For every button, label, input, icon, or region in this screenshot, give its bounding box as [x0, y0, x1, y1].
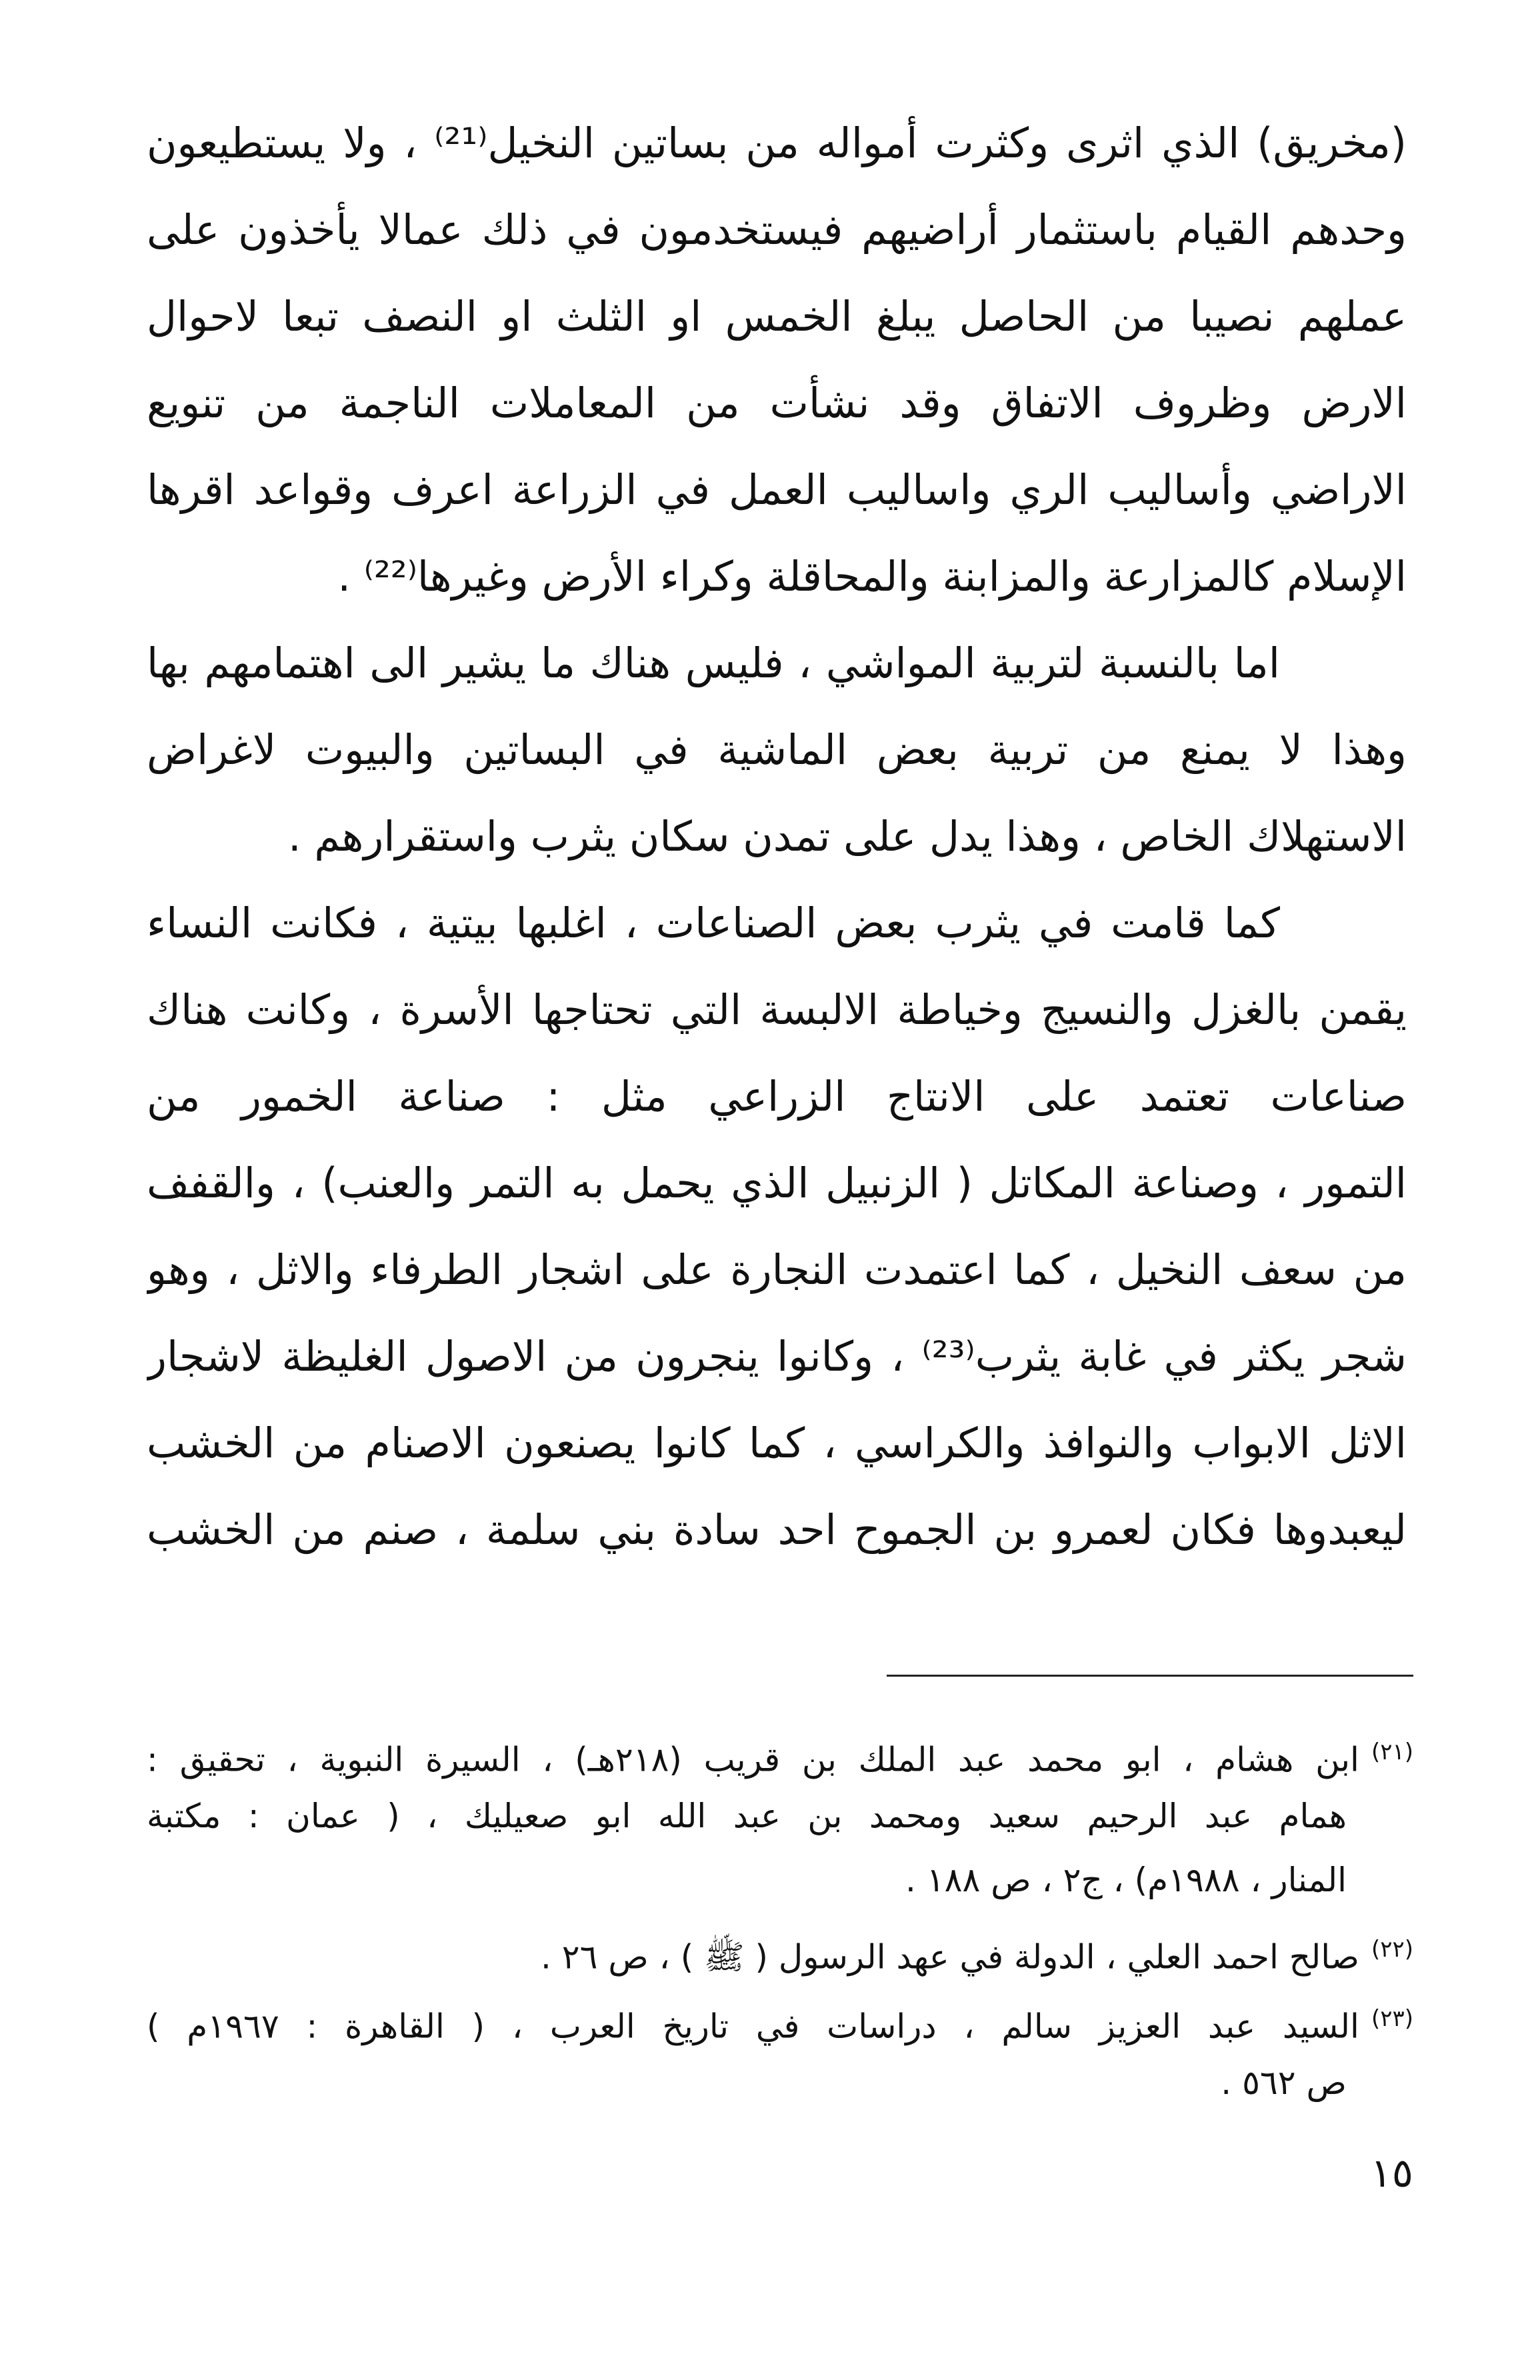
text-line: شجر يكثر في غابة يثرب⁽²³⁾ ، وكانوا ينجرون من الاصول الغليظة لاشجار [147, 1332, 1407, 1381]
text-line: الارض وظروف الاتفاق وقد نشأت من المعاملات الناجمة من تنويع [147, 379, 1407, 427]
footnote-number: (٢٣) [1371, 2005, 1413, 2032]
footnote-23 [147, 1987, 1413, 2115]
text-line: عملهم نصيبا من الحاصل يبلغ الخمس او الثلث او النصف تبعا لاحوال [147, 292, 1407, 341]
text-line: (مخريق) الذي اثرى وكثرت أمواله من بساتين النخيل⁽²¹⁾ ، ولا يستطيعون [147, 119, 1407, 167]
text-line: وهذا لا يمنع من تربية بعض الماشية في البساتين والبيوت لاغراض [147, 725, 1407, 774]
text-line: صناعات تعتمد على الانتاج الزراعي مثل : صناعة الخمور من [147, 1072, 1407, 1121]
text-line: يقمن بالغزل والنسيج وخياطة الالبسة التي تحتاجها الأسرة ، وكانت هناك [147, 985, 1407, 1034]
footnotes [147, 1720, 1413, 2120]
page-number: ١٥ [1370, 2150, 1413, 2197]
footnote-line [147, 1720, 1413, 1784]
text-line: ليعبدوها فكان لعمرو بن الجموح احد سادة بني سلمة ، صنم من الخشب [147, 1505, 1407, 1554]
footnote-text: السيد عبد العزيز سالم ، دراسات في تاريخ العرب ، ( القاهرة : ١٩٦٧م ) [147, 2007, 1359, 2046]
body-text [147, 100, 1407, 1573]
footnote-line: همام عبد الرحيم سعيد ومحمد بن عبد الله ابو صعيليك ، ( عمان : مكتبة [147, 1797, 1347, 1835]
paragraph-agriculture [147, 100, 1407, 620]
text-line: التمور ، وصناعة المكاتل ( الزنبيل الذي يحمل به التمر والعنب) ، والقفف [147, 1159, 1407, 1207]
text-line: من سعف النخيل ، كما اعتمدت النجارة على اشجار الطرفاء والاثل ، وهو [147, 1245, 1407, 1294]
text-line: اما بالنسبة لتربية المواشي ، فليس هناك ما يشير الى اهتمامهم بها [147, 639, 1280, 687]
paragraph-livestock [147, 620, 1407, 880]
footnote-text: ابن هشام ، ابو محمد عبد الملك بن قريب (٢١٨هـ) ، السيرة النبوية ، تحقيق : [147, 1740, 1359, 1779]
footnote-line [147, 1987, 1413, 2051]
text-line: الاراضي وأساليب الري واساليب العمل في الزراعة اعرف وقواعد اقرها [147, 465, 1407, 514]
footnote-21 [147, 1720, 1413, 1912]
text-line: وحدهم القيام باستثمار أراضيهم فيستخدمون في ذلك عمالا يأخذون على [147, 205, 1407, 254]
text-line: كما قامت في يثرب بعض الصناعات ، اغلبها بيتية ، فكانت النساء [147, 899, 1280, 947]
footnote-divider [887, 1675, 1413, 1677]
footnote-text: صالح احمد العلي ، الدولة في عهد الرسول ( ﷺ ) ، ص ٢٦ . [541, 1937, 1359, 1977]
footnote-line: المنار ، ١٩٨٨م) ، ج٢ ، ص ١٨٨ . [905, 1861, 1347, 1899]
text-line: الاستهلاك الخاص ، وهذا يدل على تمدن سكان يثرب واستقرارهم . [288, 812, 1407, 861]
footnote-22 [147, 1917, 1413, 1981]
footnote-number: (٢١) [1371, 1739, 1413, 1765]
text-line: الإسلام كالمزارعة والمزابنة والمحاقلة وكراء الأرض وغيرها⁽²²⁾ . [337, 552, 1407, 601]
footnote-number: (٢٢) [1371, 1936, 1413, 1963]
footnote-line: ص ٥٦٢ . [1221, 2063, 1347, 2102]
footnote-line [147, 1917, 1413, 1981]
paragraph-industries [147, 880, 1407, 1573]
text-line: الاثل الابواب والنوافذ والكراسي ، كما كانوا يصنعون الاصنام من الخشب [147, 1419, 1407, 1467]
